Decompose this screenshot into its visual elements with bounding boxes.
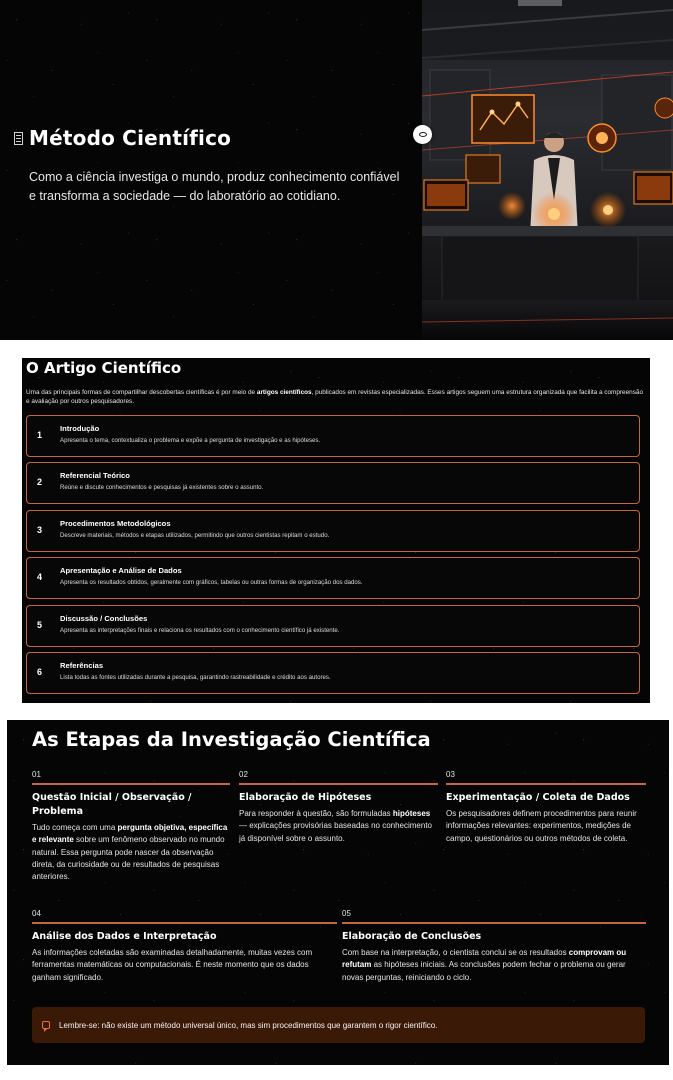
chat-bubble-icon <box>42 1021 50 1029</box>
step-card <box>342 909 646 984</box>
article-structure-list <box>26 415 640 699</box>
item-description: Apresenta as interpretações finais e relaciona os resultados com o conhecimento científico já existente. <box>60 626 340 634</box>
list-item <box>26 652 640 694</box>
item-description: Apresenta os resultados obtidos, geralmente com gráficos, tabelas ou outras formas de organização dos dados. <box>60 579 363 587</box>
item-title: Apresentação e Análise de Dados <box>60 566 182 576</box>
step-number: 04 <box>32 909 41 918</box>
step-text-segment: — explicações provisórias baseadas no conhecimento já disponível sobre o assunto. <box>239 821 432 843</box>
item-title: Referências <box>60 660 104 670</box>
article-intro-text-end: , publicados em revistas especializadas. Esses artigos seguem uma estrutura organizada que facilita a compreensão e avaliação por outros pesquisadores. <box>26 389 644 405</box>
eye-icon[interactable] <box>413 125 432 144</box>
page-title: Método Científico <box>29 126 232 150</box>
item-title: Procedimentos Metodológicos <box>60 518 171 528</box>
article-intro-bold: artigos científicos <box>256 389 312 396</box>
step-number: 05 <box>342 909 351 918</box>
list-item <box>26 462 640 504</box>
step-text-bold: pergunta objetiva, específica e relevante <box>32 823 228 845</box>
step-text <box>239 808 438 845</box>
step-divider <box>32 783 230 785</box>
list-item <box>26 510 640 552</box>
steps-title: As Etapas da Investigação Científica <box>32 728 431 751</box>
step-text <box>342 947 646 984</box>
step-text-segment: Os pesquisadores definem procedimentos para reunir informações relevantes: experimentos, medições de campo, questionários ou outros métodos de coleta. <box>446 809 637 843</box>
item-title: Introdução <box>60 424 100 433</box>
item-number: 5 <box>37 619 43 630</box>
step-text-segment: sobre um fenômeno observado no mundo natural. Essa pergunta pode nascer da observação direta, da curiosidade ou de resultados de pesquisas anteriores. <box>32 835 225 882</box>
menu-lines-icon <box>14 132 23 145</box>
item-number: 3 <box>37 524 43 535</box>
article-intro-text: Uma das principais formas de compartilhar descobertas científicas é por meio de <box>26 389 257 396</box>
step-text-segment: Com base na interpretação, o cientista conclui se os resultados <box>342 948 569 957</box>
article-section <box>22 358 650 703</box>
list-item <box>26 605 640 647</box>
step-text <box>32 822 230 883</box>
item-description: Descreve materiais, métodos e etapas utilizados, permitindo que outros cientistas repitam o estudo. <box>60 531 330 539</box>
hero-section <box>0 0 673 340</box>
step-card <box>32 770 230 883</box>
step-text-segment: As informações coletadas são examinadas detalhadamente, muitas vezes com ferramentas matemáticas ou computacionais. É neste momento que os dados ganham significado. <box>32 948 313 982</box>
step-divider <box>342 922 646 924</box>
hero-subtitle: Como a ciência investiga o mundo, produz conhecimento confiável e transforma a sociedade — do laboratório ao cotidiano. <box>29 170 400 203</box>
step-number: 03 <box>446 770 455 779</box>
hero-title-row <box>14 126 231 150</box>
step-text-segment: as hipóteses iniciais. As conclusões podem fechar o problema ou gerar novas perguntas, reiniciando o ciclo. <box>342 960 626 982</box>
step-text-bold: hipóteses <box>392 809 431 818</box>
step-text-segment: Tudo começa com uma <box>32 823 118 832</box>
item-number: 4 <box>37 572 43 583</box>
article-title: O Artigo Científico <box>26 359 182 377</box>
list-item <box>26 415 640 457</box>
reminder-text: Lembre-se: não existe um método universal único, mas sim procedimentos que garantem o rigor científico. <box>59 1020 438 1030</box>
step-card <box>32 909 337 984</box>
laboratory-illustration <box>422 0 673 340</box>
item-description: Reúne e discute conhecimentos e pesquisas já existentes sobre o assunto. <box>60 484 264 492</box>
item-description: Apresenta o tema, contextualiza o problema e expõe a pergunta de investigação e as hipóteses. <box>60 437 321 444</box>
step-divider <box>32 922 337 924</box>
item-number: 6 <box>37 666 43 677</box>
step-text <box>446 808 646 845</box>
step-title: Elaboração de Conclusões <box>342 931 482 942</box>
step-divider <box>446 783 646 785</box>
item-number: 2 <box>37 477 43 488</box>
reminder-banner <box>32 1007 645 1043</box>
step-number: 02 <box>239 770 248 779</box>
list-item <box>26 557 640 599</box>
article-intro <box>26 388 644 406</box>
step-title: Experimentação / Coleta de Dados <box>446 792 630 803</box>
step-number: 01 <box>32 770 41 779</box>
step-divider <box>239 783 438 785</box>
step-title: Questão Inicial / Observação / Problema <box>32 792 192 817</box>
item-description: Lista todas as fontes utilizadas durante a pesquisa, garantindo rastreabilidade e crédito aos autores. <box>60 673 331 681</box>
step-text-segment: Para responder à questão, são formuladas <box>239 809 393 818</box>
hero-text-panel <box>0 0 422 340</box>
steps-section <box>7 720 669 1065</box>
item-number: 1 <box>37 430 43 440</box>
item-title: Referencial Teórico <box>60 471 130 481</box>
step-title: Elaboração de Hipóteses <box>239 792 372 803</box>
item-title: Discussão / Conclusões <box>60 613 148 623</box>
step-card <box>446 770 646 845</box>
step-text-bold: comprovam ou refutam <box>342 948 627 970</box>
step-card <box>239 770 438 845</box>
step-title: Análise dos Dados e Interpretação <box>32 931 217 942</box>
step-text <box>32 947 337 984</box>
